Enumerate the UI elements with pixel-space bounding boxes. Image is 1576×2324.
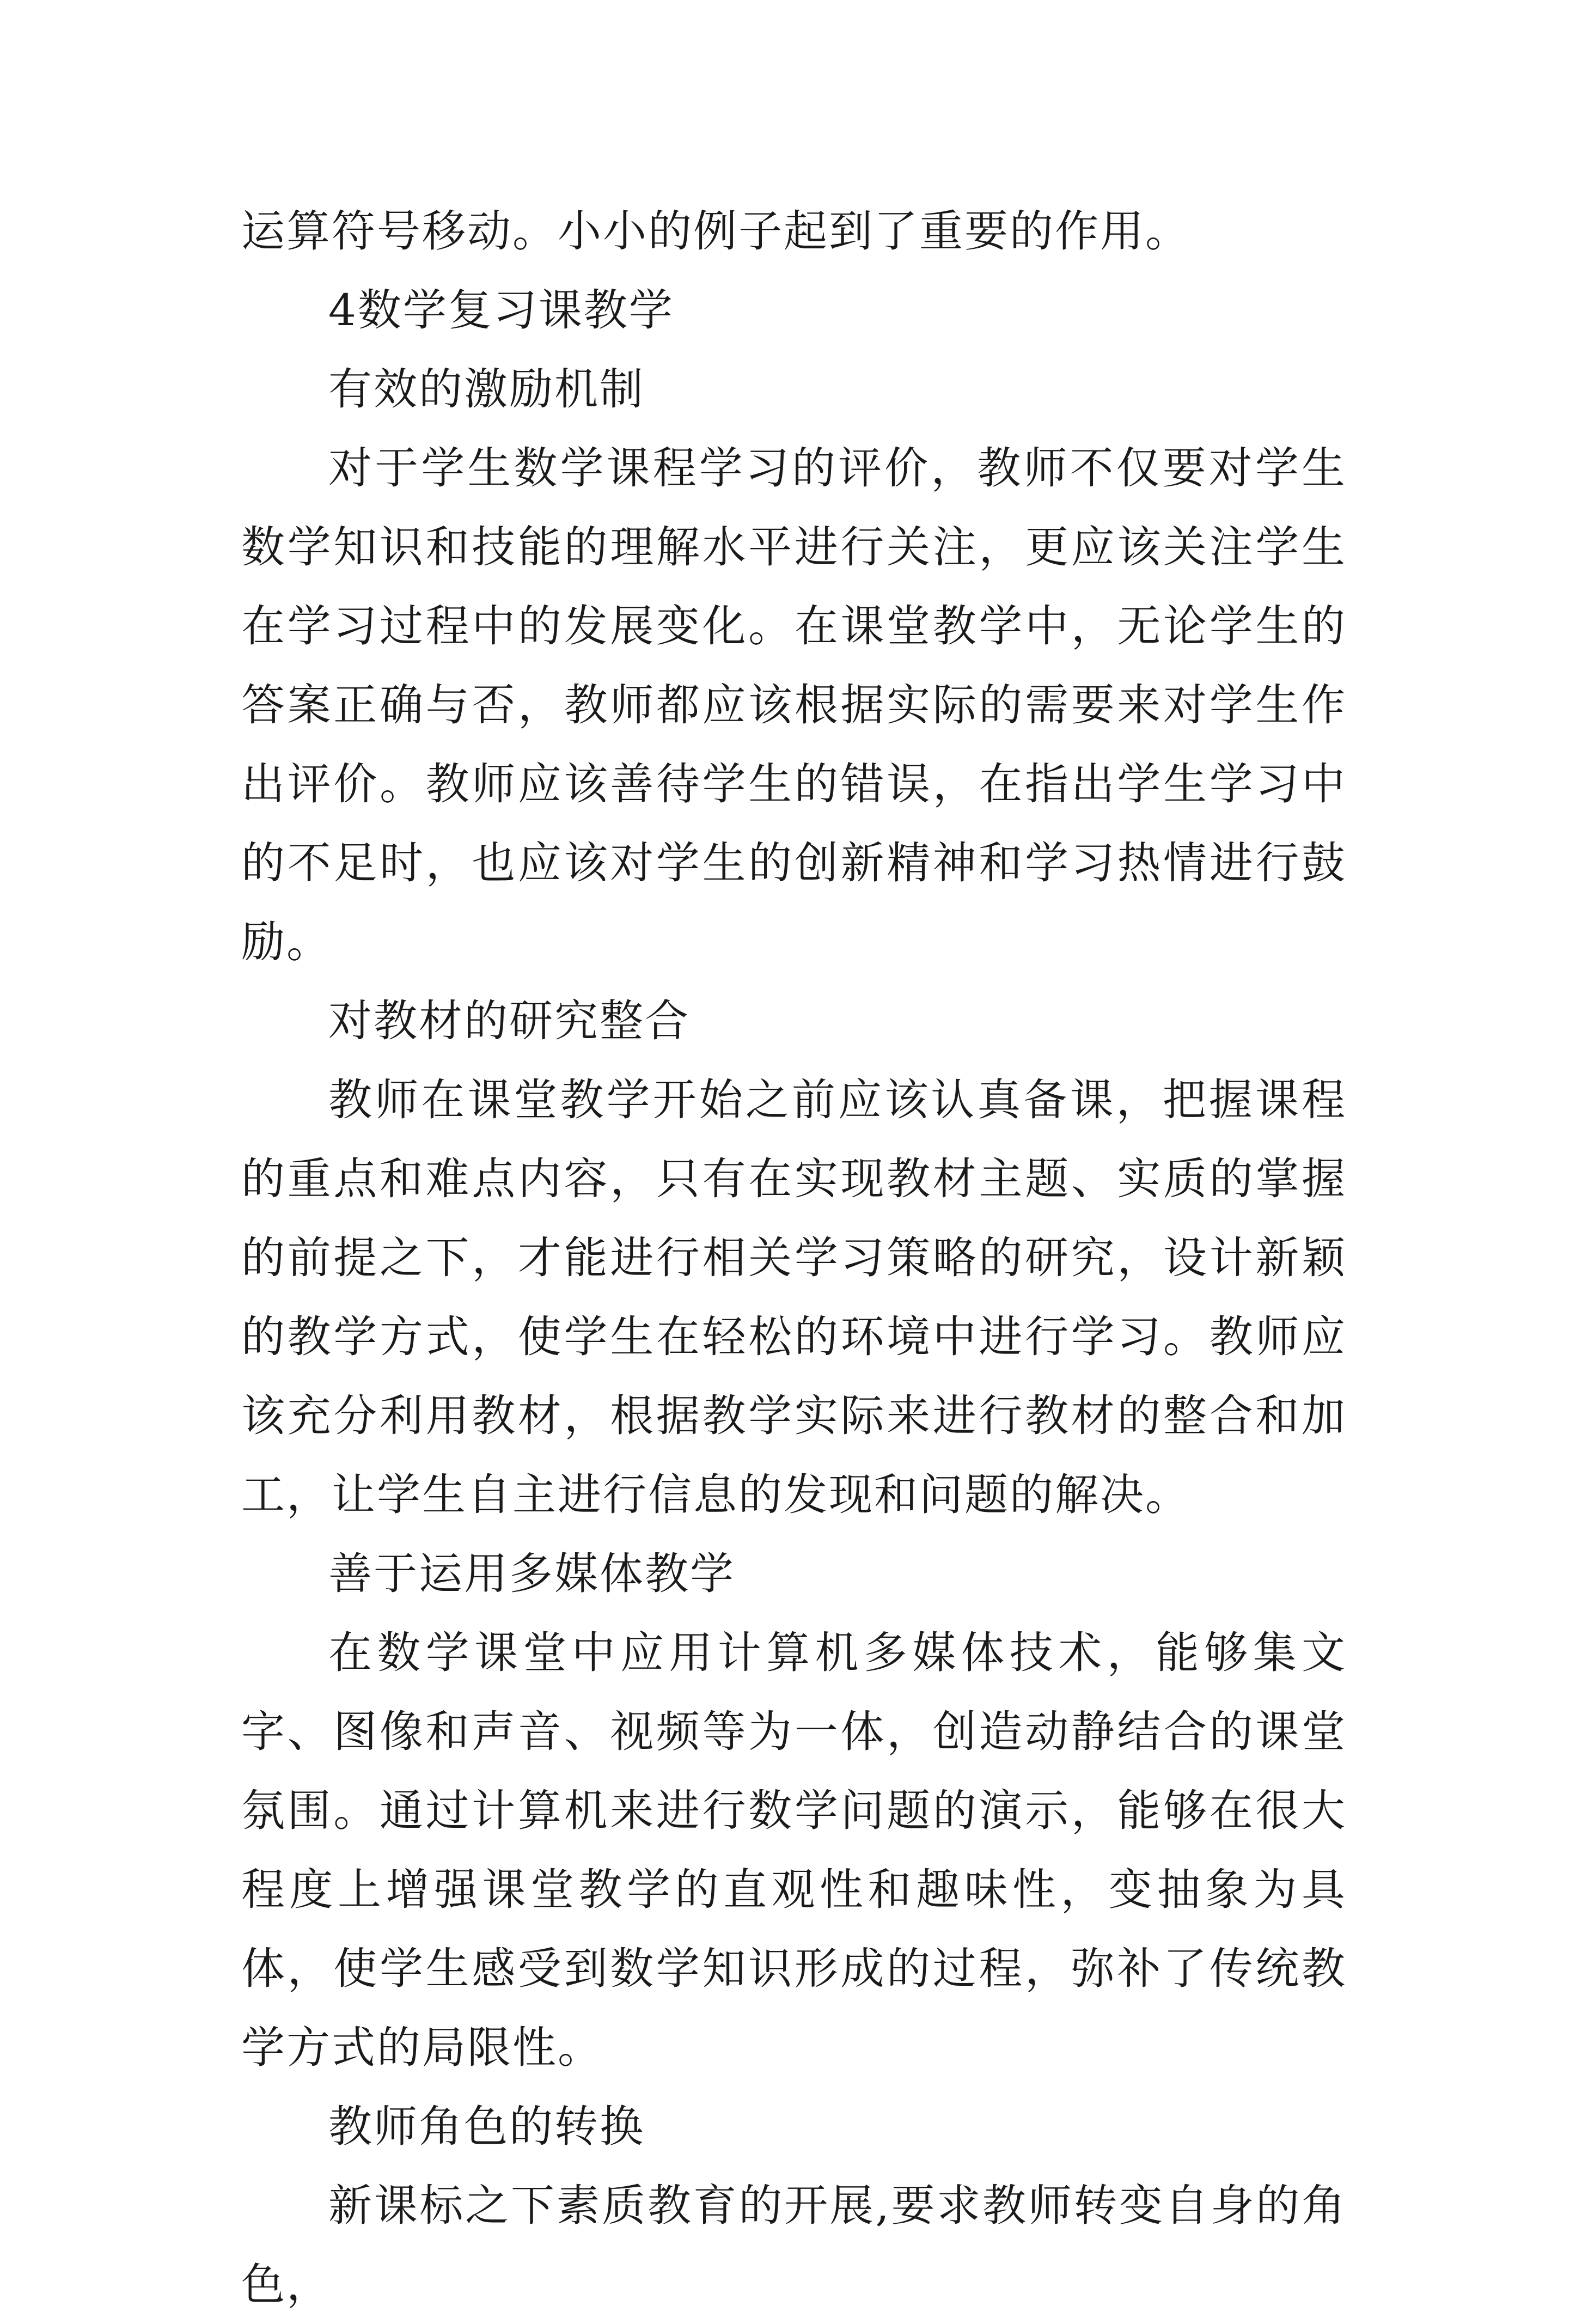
paragraph-multimedia: 在数学课堂中应用计算机多媒体技术，能够集文字、图像和声音、视频等为一体，创造动静结合的课堂氛围。通过计算机来进行数学问题的演示，能够在很大程度上增强课堂教学的直观性和趣味性，变抽象为具体，使学生感受到数学知识形成的过程，弥补了传统教学方式的局限性。: [241, 1627, 1347, 2073]
subheading-teacher-role: 教师角色的转换: [328, 2101, 645, 2152]
paragraph-continuation: 运算符号移动。小小的例子起到了重要的作用。: [241, 206, 1190, 257]
document-body: [241, 192, 1347, 2324]
paragraph-teacher-role: 新课标之下素质教育的开展,要求教师转变自身的角色，: [241, 2180, 1347, 2310]
paragraph-evaluation: 对于学生数学课程学习的评价，教师不仅要对学生数学知识和技能的理解水平进行关注，更应该关注学生在学习过程中的发展变化。在课堂教学中，无论学生的答案正确与否，教师都应该根据实际的需要来对学生作出评价。教师应该善待学生的错误，在指出学生学习中的不足时，也应该对学生的创新精神和学习热情进行鼓励。: [241, 443, 1347, 967]
subheading-incentive-mechanism: 有效的激励机制: [328, 364, 645, 414]
section-heading-review-teaching: 4数学复习课教学: [328, 285, 674, 336]
paragraph-lesson-preparation: 教师在课堂教学开始之前应该认真备课，把握课程的重点和难点内容，只有在实现教材主题、实质的掌握的前提之下，才能进行相关学习策略的研究，设计新颖的教学方式，使学生在轻松的环境中进行学习。教师应该充分利用教材，根据教学实际来进行教材的整合和加工，让学生自主进行信息的发现和问题的解决。: [241, 1075, 1347, 1520]
subheading-textbook-integration: 对教材的研究整合: [328, 996, 690, 1046]
subheading-multimedia: 善于运用多媒体教学: [328, 1548, 735, 1599]
